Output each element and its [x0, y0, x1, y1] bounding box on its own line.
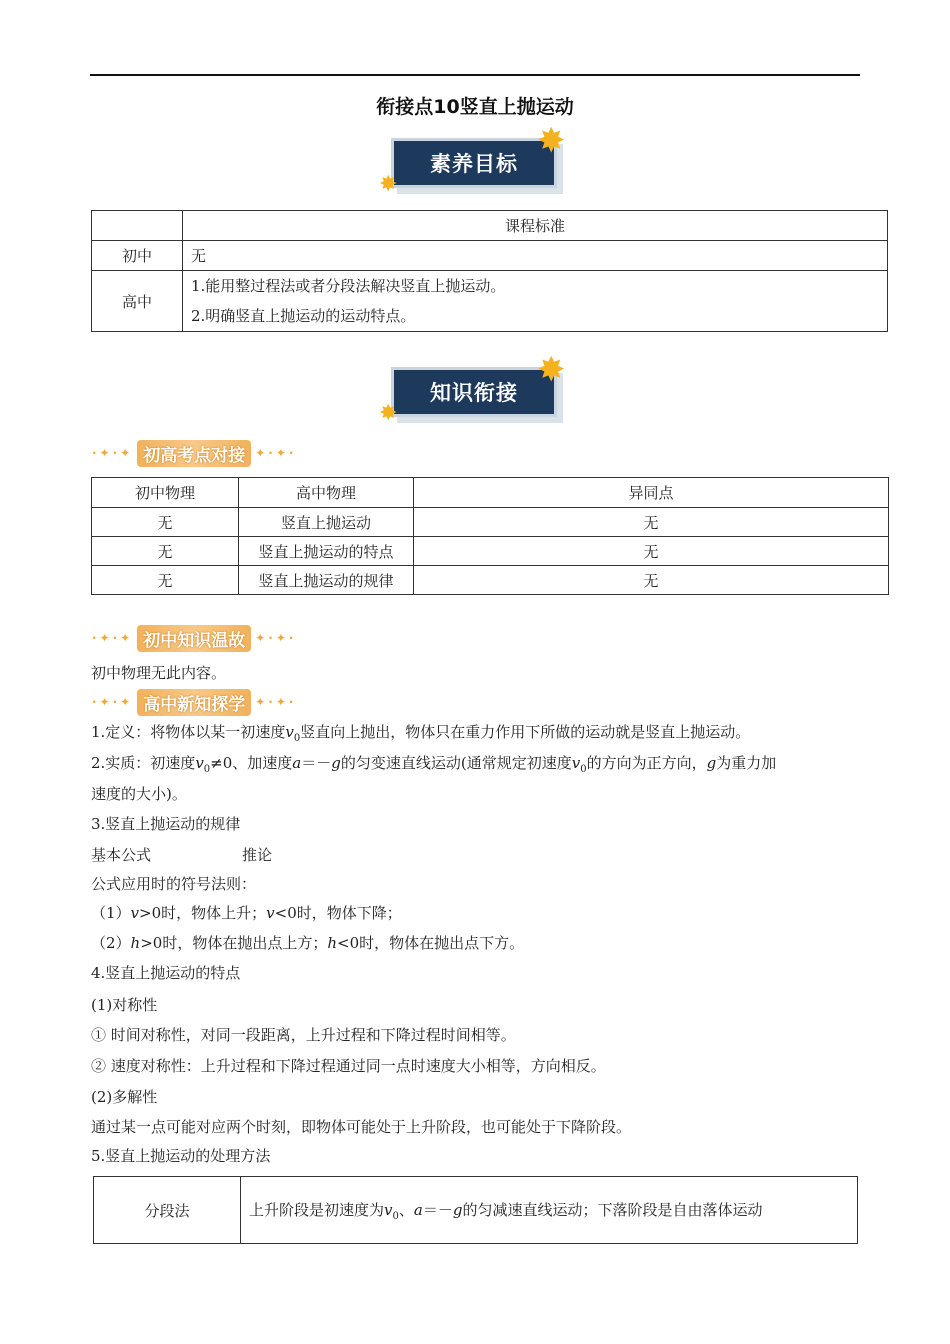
section-heading: ·✦·✦ 初中知识温故 ✦·✦·	[92, 625, 296, 651]
features-heading: 4.竖直上抛运动的特点	[91, 964, 241, 982]
multi-solution-heading: (2)多解性	[91, 1088, 158, 1106]
sparkle-icon: ✦·✦·	[255, 446, 297, 460]
table-row: 无 竖直上抛运动的特点 无	[92, 537, 889, 566]
table-row: 无 竖直上抛运动的规律 无	[92, 566, 889, 595]
method-name: 分段法	[94, 1177, 241, 1244]
standard-cell: 1.能用整过程法或者分段法解决竖直上抛运动。 2.明确竖直上抛运动的运动特点。	[183, 271, 888, 332]
sparkle-icon: ·✦·✦	[92, 446, 134, 460]
banner-literacy-goals	[379, 121, 566, 197]
star-icon: ✸	[379, 401, 398, 426]
junior-text: 初中物理无此内容。	[91, 664, 227, 682]
definition-paragraph: 1.定义：将物体以某一初速度$v_0$竖直向上抛出，物体只在重力作用下所做的运动就是竖直上抛运动。	[91, 723, 751, 744]
formula-label: 基本公式	[91, 846, 152, 864]
standard-cell: 无	[183, 241, 888, 271]
sparkle-icon: ✦·✦·	[255, 695, 297, 709]
essence-paragraph: 2.实质：初速度$v_0\ne 0$、加速度a＝－g的匀变速直线运动(通常规定初速度$v_0$的方向为正方向，g为重力加	[91, 754, 777, 775]
table-header: 高中物理	[239, 478, 414, 508]
section-heading: ·✦·✦ 初高考点对接 ✦·✦·	[92, 440, 296, 466]
header-rule	[90, 74, 860, 76]
table-row: 无 竖直上抛运动 无	[92, 508, 889, 537]
law-heading: 3.竖直上抛运动的规律	[91, 815, 241, 833]
multi-solution-text: 通过某一点可能对应两个时刻，即物体可能处于上升阶段，也可能处于下降阶段。	[91, 1118, 632, 1136]
sign-rule-1: （1）v>0时，物体上升；v<0时，物体下降；	[91, 904, 402, 922]
star-icon: ✸	[537, 350, 566, 390]
banner-knowledge-link	[379, 350, 566, 426]
sparkle-icon: ·✦·✦	[92, 695, 134, 709]
method-table	[93, 1176, 858, 1244]
page-title: 衔接点10竖直上抛运动	[376, 96, 574, 118]
section-heading: ·✦·✦ 高中新知探学 ✦·✦·	[92, 689, 296, 715]
sign-rule-2: （2）h>0时，物体在抛出点上方；h<0时，物体在抛出点下方。	[91, 934, 525, 952]
sign-rule-heading: 公式应用时的符号法则：	[91, 875, 257, 893]
level-cell: 高中	[92, 271, 183, 332]
table-header: 异同点	[414, 478, 889, 508]
table-header: 初中物理	[92, 478, 239, 508]
time-symmetry: ① 时间对称性，对同一段距离，上升过程和下降过程时间相等。	[91, 1026, 516, 1044]
symmetry-heading: (1)对称性	[91, 996, 158, 1014]
sparkle-icon: ✦·✦·	[255, 631, 297, 645]
star-icon: ✸	[379, 172, 398, 197]
table-header: 课程标准	[183, 211, 888, 241]
banner-label: 知识衔接	[391, 367, 557, 417]
method-heading: 5.竖直上抛运动的处理方法	[91, 1147, 271, 1165]
star-icon: ✸	[537, 121, 566, 161]
level-cell: 初中	[92, 241, 183, 271]
essence-paragraph-cont: 速度的大小)。	[91, 785, 187, 803]
standards-table	[91, 210, 888, 332]
speed-symmetry: ② 速度对称性：上升过程和下降过程通过同一点时速度大小相等，方向相反。	[91, 1057, 606, 1075]
corollary-label: 推论	[242, 846, 273, 864]
banner-label: 素养目标	[391, 138, 557, 188]
compare-table	[91, 477, 889, 595]
method-desc: 上升阶段是初速度为$v_0$、a＝－g的匀减速直线运动；下落阶段是自由落体运动	[241, 1177, 858, 1244]
sparkle-icon: ·✦·✦	[92, 631, 134, 645]
